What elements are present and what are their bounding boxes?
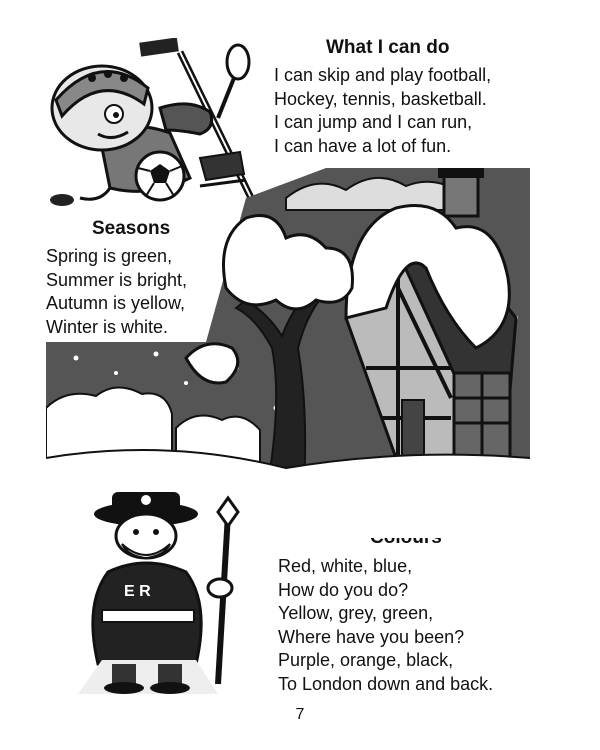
poem-line: I can skip and play football, bbox=[274, 65, 492, 85]
poem-line: Summer is bright, bbox=[46, 269, 188, 290]
poem-line: Where have you been? bbox=[278, 626, 465, 647]
poem-line: Yellow, grey, green, bbox=[278, 603, 434, 623]
poem-colours bbox=[278, 555, 493, 696]
svg-text:E R: E R bbox=[124, 583, 151, 600]
poem-line: Hockey, tennis, basketball. bbox=[274, 88, 487, 109]
poem-title-seasons: Seasons bbox=[92, 218, 171, 239]
poem-line: Winter is white. bbox=[46, 316, 169, 337]
poem-line: Autumn is yellow, bbox=[46, 293, 186, 313]
poem-line: Spring is green, bbox=[46, 246, 173, 266]
poem-line: Purple, orange, black, bbox=[278, 650, 454, 670]
page-number: 7 bbox=[295, 706, 305, 723]
poem-line: How do you do? bbox=[278, 579, 409, 600]
poem-title-what-i-can-do: What I can do bbox=[326, 37, 450, 58]
poem-line: To London down and back. bbox=[278, 673, 494, 694]
winter-scene-illustration bbox=[46, 168, 530, 538]
poem-line: I can jump and I can run, bbox=[274, 112, 473, 132]
poem-line: I can have a lot of fun. bbox=[274, 135, 452, 156]
poem-line: Red, white, blue, bbox=[278, 556, 413, 576]
poem-what-i-can-do bbox=[274, 64, 491, 158]
beefeater-guard-illustration bbox=[78, 484, 256, 694]
